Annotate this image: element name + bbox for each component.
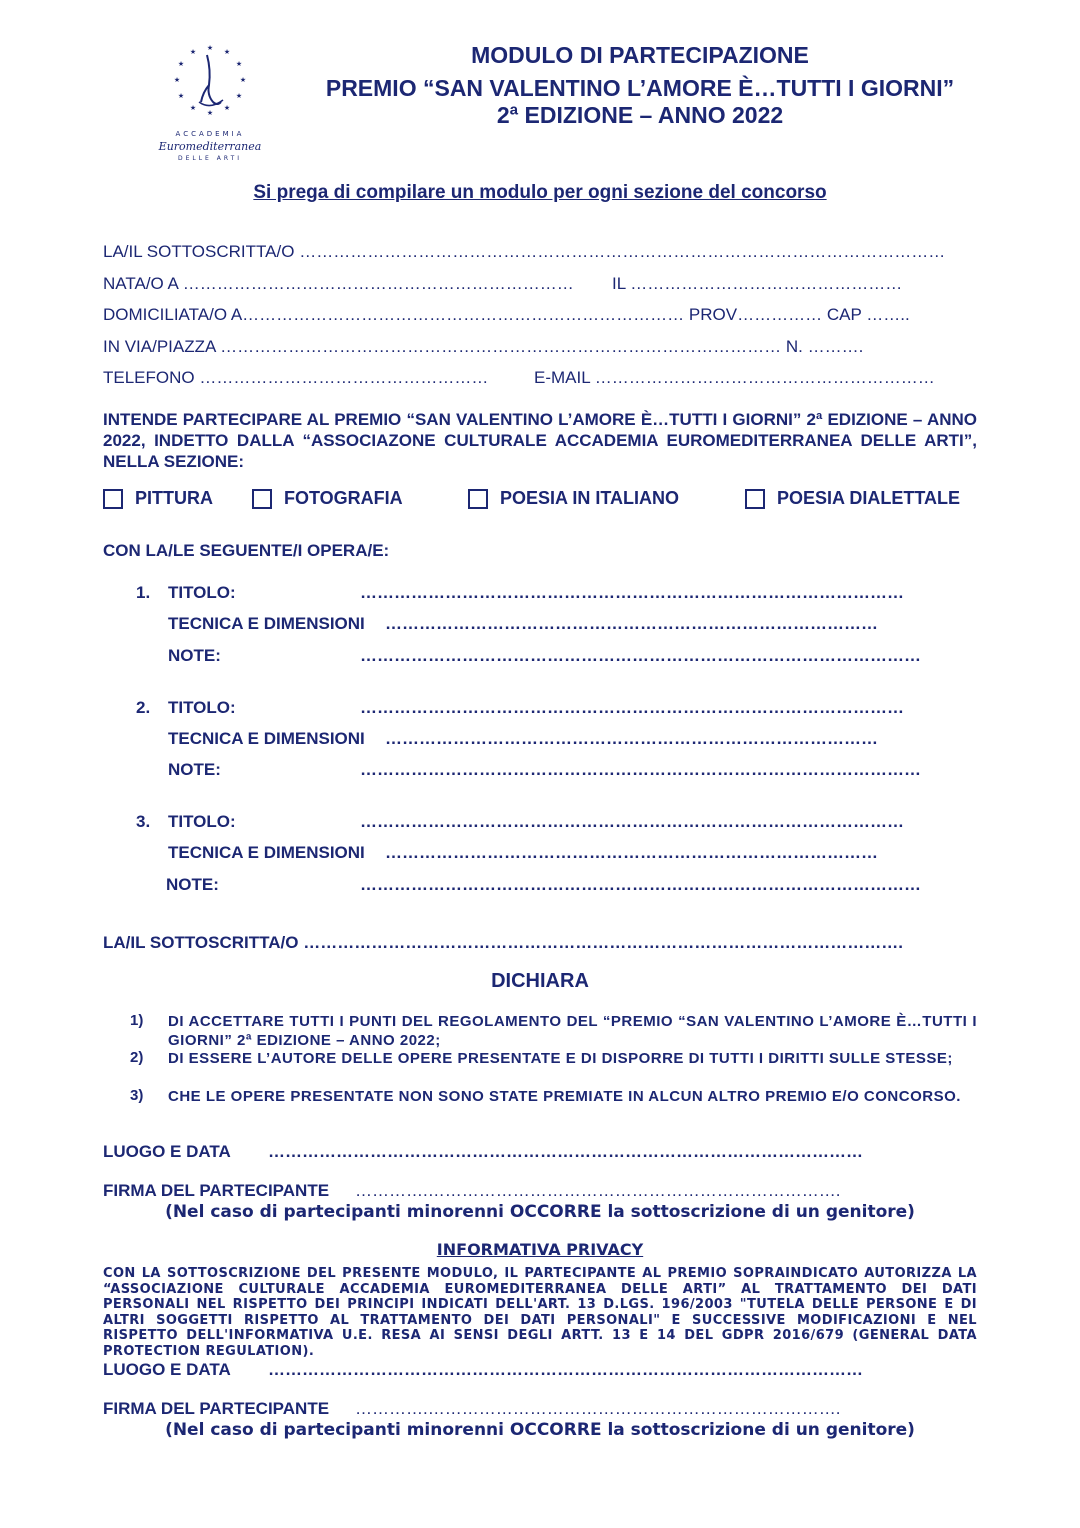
signer-row[interactable] bbox=[103, 933, 903, 953]
domicilio-dots[interactable]: …………………………………………………………………… bbox=[242, 305, 685, 324]
signer-label: LA/IL SOTTOSCRITTA/O bbox=[103, 933, 299, 952]
work-titolo-dots[interactable]: …………………………………………………………………………………… bbox=[360, 583, 904, 602]
work-number: 2. bbox=[136, 698, 151, 717]
logo-text-1: ACCADEMIA bbox=[175, 130, 245, 138]
prov-label: PROV bbox=[688, 305, 738, 324]
form-title: MODULO DI PARTECIPAZIONE bbox=[471, 42, 809, 68]
checkbox-pittura[interactable] bbox=[103, 488, 213, 509]
nata-row[interactable] bbox=[103, 274, 574, 294]
checkbox-poesia-dialettale[interactable] bbox=[745, 488, 960, 509]
checkbox-label: PITTURA bbox=[135, 488, 213, 508]
signer-dots[interactable]: ……………………………………………………………………………………………. bbox=[303, 933, 903, 952]
intent-paragraph: INTENDE PARTECIPARE AL PREMIO “SAN VALENTINO L’AMORE È…TUTTI I GIORNI” 2ª EDIZIONE – ANNO 2022, INDETTO DALLA “ASSOCIAZONE CULTURALE ACCADEMIA EUROMEDITERRANEA DELLE ARTI”, NELLA SEZIONE: bbox=[103, 410, 977, 471]
via-dots[interactable]: ……………………………………………………………………………………… bbox=[220, 337, 782, 356]
firma-dots[interactable]: ………….………………………………………………………………. bbox=[355, 1181, 841, 1200]
sottoscritta-label: LA/IL SOTTOSCRITTA/O bbox=[103, 242, 295, 261]
prize-title: PREMIO “SAN VALENTINO L’AMORE È…TUTTI I GIORNI” bbox=[325, 75, 955, 101]
decl-number: 2) bbox=[130, 1049, 144, 1066]
logo-text-2: Euromediterranea bbox=[158, 140, 262, 153]
svg-text:★: ★ bbox=[223, 48, 231, 56]
firma-label: FIRMA DEL PARTECIPANTE bbox=[103, 1181, 330, 1200]
opere-label: CON LA/LE SEGUENTE/I OPERA/E: bbox=[103, 541, 390, 560]
n-label: N. bbox=[785, 337, 803, 356]
telefono-row[interactable] bbox=[103, 368, 488, 388]
work-titolo-dots[interactable]: …………………………………………………………………………………… bbox=[360, 812, 904, 831]
work-titolo-label: TITOLO: bbox=[168, 698, 236, 717]
cap-label: CAP bbox=[826, 305, 862, 324]
luogo-data-dots[interactable]: …………………………………………………………………………………………… bbox=[268, 1142, 863, 1161]
work-tecnica-dots[interactable]: …………………………………………………………………………… bbox=[385, 843, 878, 862]
sottoscritta-dots[interactable]: …………………………………………………………………………………………………… bbox=[299, 242, 946, 261]
email-label: E-MAIL bbox=[534, 368, 591, 387]
domicilio-label: DOMICILIATA/O A bbox=[103, 305, 243, 324]
work-tecnica-dots[interactable]: …………………………………………………………………………… bbox=[385, 614, 878, 633]
checkbox-label: POESIA IN ITALIANO bbox=[500, 488, 680, 508]
academy-logo bbox=[155, 40, 265, 170]
minor-note: (Nel caso di partecipanti minorenni OCCORRE la sottoscrizione di un genitore) bbox=[165, 1420, 915, 1440]
privacy-title: INFORMATIVA PRIVACY bbox=[436, 1240, 644, 1259]
decl-text: DI ACCETTARE TUTTI I PUNTI DEL REGOLAMENTO DEL “PREMIO “SAN VALENTINO L’AMORE È…TUTTI I GIORNI” 2ª EDIZIONE – ANNO 2022; bbox=[168, 1013, 977, 1049]
checkbox-fotografia[interactable] bbox=[252, 488, 403, 509]
svg-text:★: ★ bbox=[206, 109, 214, 117]
via-row[interactable] bbox=[103, 337, 863, 357]
svg-text:★: ★ bbox=[206, 44, 214, 52]
decl-number: 1) bbox=[130, 1012, 144, 1029]
telefono-dots[interactable]: …………………………………………… bbox=[199, 368, 489, 387]
work-note-dots[interactable]: ……………………………………………………………………………………… bbox=[360, 646, 921, 665]
instruction-text: Si prega di compilare un modulo per ogni sezione del concorso bbox=[253, 182, 827, 203]
work-number: 1. bbox=[136, 583, 151, 602]
svg-text:★: ★ bbox=[173, 76, 181, 84]
firma-dots[interactable]: ………….………………………………………………………………. bbox=[355, 1399, 841, 1418]
il-row[interactable] bbox=[612, 274, 902, 294]
luogo-data-label: LUOGO E DATA bbox=[103, 1142, 231, 1161]
dichiara-title: DICHIARA bbox=[491, 970, 589, 992]
checkbox-box[interactable] bbox=[745, 489, 765, 509]
svg-text:★: ★ bbox=[189, 104, 197, 112]
prov-dots[interactable]: …………… bbox=[737, 305, 823, 324]
checkbox-poesia-italiano[interactable] bbox=[468, 488, 679, 509]
il-dots[interactable]: ………………………………………… bbox=[630, 274, 903, 293]
checkbox-label: FOTOGRAFIA bbox=[284, 488, 403, 508]
work-tecnica-label: TECNICA E DIMENSIONI bbox=[168, 614, 365, 633]
il-label: IL bbox=[612, 274, 626, 293]
work-note-label: NOTE: bbox=[166, 875, 219, 894]
checkbox-box[interactable] bbox=[468, 489, 488, 509]
luogo-data-label: LUOGO E DATA bbox=[103, 1360, 231, 1379]
work-titolo-label: TITOLO: bbox=[168, 583, 236, 602]
work-tecnica-label: TECNICA E DIMENSIONI bbox=[168, 843, 365, 862]
decl-text: DI ESSERE L’AUTORE DELLE OPERE PRESENTATE E DI DISPORRE DI TUTTI I DIRITTI SULLE STESSE; bbox=[168, 1050, 953, 1067]
checkbox-box[interactable] bbox=[252, 489, 272, 509]
checkbox-box[interactable] bbox=[103, 489, 123, 509]
work-titolo-label: TITOLO: bbox=[168, 812, 236, 831]
n-dots[interactable]: ………. bbox=[807, 337, 864, 356]
checkbox-label: POESIA DIALETTALE bbox=[777, 488, 961, 508]
firma-label: FIRMA DEL PARTECIPANTE bbox=[103, 1399, 330, 1418]
work-note-dots[interactable]: ……………………………………………………………………………………… bbox=[360, 760, 921, 779]
decl-number: 3) bbox=[130, 1087, 144, 1104]
nata-label: NATA/O A bbox=[103, 274, 178, 293]
email-row[interactable] bbox=[534, 368, 935, 388]
svg-text:★: ★ bbox=[177, 92, 185, 100]
privacy-text: CON LA SOTTOSCRIZIONE DEL PRESENTE MODULO, IL PARTECIPANTE AL PREMIO SOPRAINDICATO AUTORIZZA LA “ASSOCIAZIONE CULTURALE ACCADEMIA EUROMEDITERRANEA DELLE ARTI” AL TRATTAMENTO DEI DATI PERSONALI NEL RISPETTO DEI PRINCIPI INDICATI DELL'ART. 13 D.LGS. 196/2003 "TUTELA DELLE PERSONE E DI ALTRI SOGGETTI RISPETTO AL TRATTAMENTO DEI DATI PERSONALI" E SUCCESSIVE MODIFICAZIONI E NEL RISPETTO DELL'INFORMATIVA U.E. RESA AI SENSI DEGLI ARTT. 13 E 14 DEL GDPR 2016/679 (GENERAL DATA PROTECTION REGULATION). bbox=[103, 1266, 977, 1359]
work-tecnica-label: TECNICA E DIMENSIONI bbox=[168, 729, 365, 748]
sottoscritta-row[interactable] bbox=[103, 242, 945, 262]
via-label: IN VIA/PIAZZA bbox=[103, 337, 216, 356]
svg-text:★: ★ bbox=[235, 60, 243, 68]
nata-dots[interactable]: …………………………………………………………… bbox=[182, 274, 574, 293]
minor-note: (Nel caso di partecipanti minorenni OCCORRE la sottoscrizione di un genitore) bbox=[165, 1202, 915, 1222]
work-titolo-dots[interactable]: …………………………………………………………………………………… bbox=[360, 698, 904, 717]
email-dots[interactable]: …………………………………………………… bbox=[594, 368, 935, 387]
logo-text-3: DELLE ARTI bbox=[177, 155, 243, 162]
edition-title: 2ª EDIZIONE – ANNO 2022 bbox=[496, 102, 784, 128]
work-number: 3. bbox=[136, 812, 151, 831]
svg-text:★: ★ bbox=[177, 60, 185, 68]
work-note-label: NOTE: bbox=[168, 646, 221, 665]
decl-text: CHE LE OPERE PRESENTATE NON SONO STATE PREMIATE IN ALCUN ALTRO PREMIO E/O CONCORSO. bbox=[168, 1088, 961, 1105]
luogo-data-dots[interactable]: …………………………………………………………………………………………… bbox=[268, 1360, 863, 1379]
svg-text:★: ★ bbox=[239, 76, 247, 84]
work-note-label: NOTE: bbox=[168, 760, 221, 779]
svg-text:★: ★ bbox=[235, 92, 243, 100]
domicilio-row[interactable] bbox=[103, 305, 910, 325]
svg-text:★: ★ bbox=[189, 48, 197, 56]
work-note-dots[interactable]: ……………………………………………………………………………………… bbox=[360, 875, 921, 894]
work-tecnica-dots[interactable]: …………………………………………………………………………… bbox=[385, 729, 878, 748]
telefono-label: TELEFONO bbox=[103, 368, 195, 387]
cap-dots[interactable]: …….. bbox=[866, 305, 910, 324]
svg-text:★: ★ bbox=[223, 104, 231, 112]
